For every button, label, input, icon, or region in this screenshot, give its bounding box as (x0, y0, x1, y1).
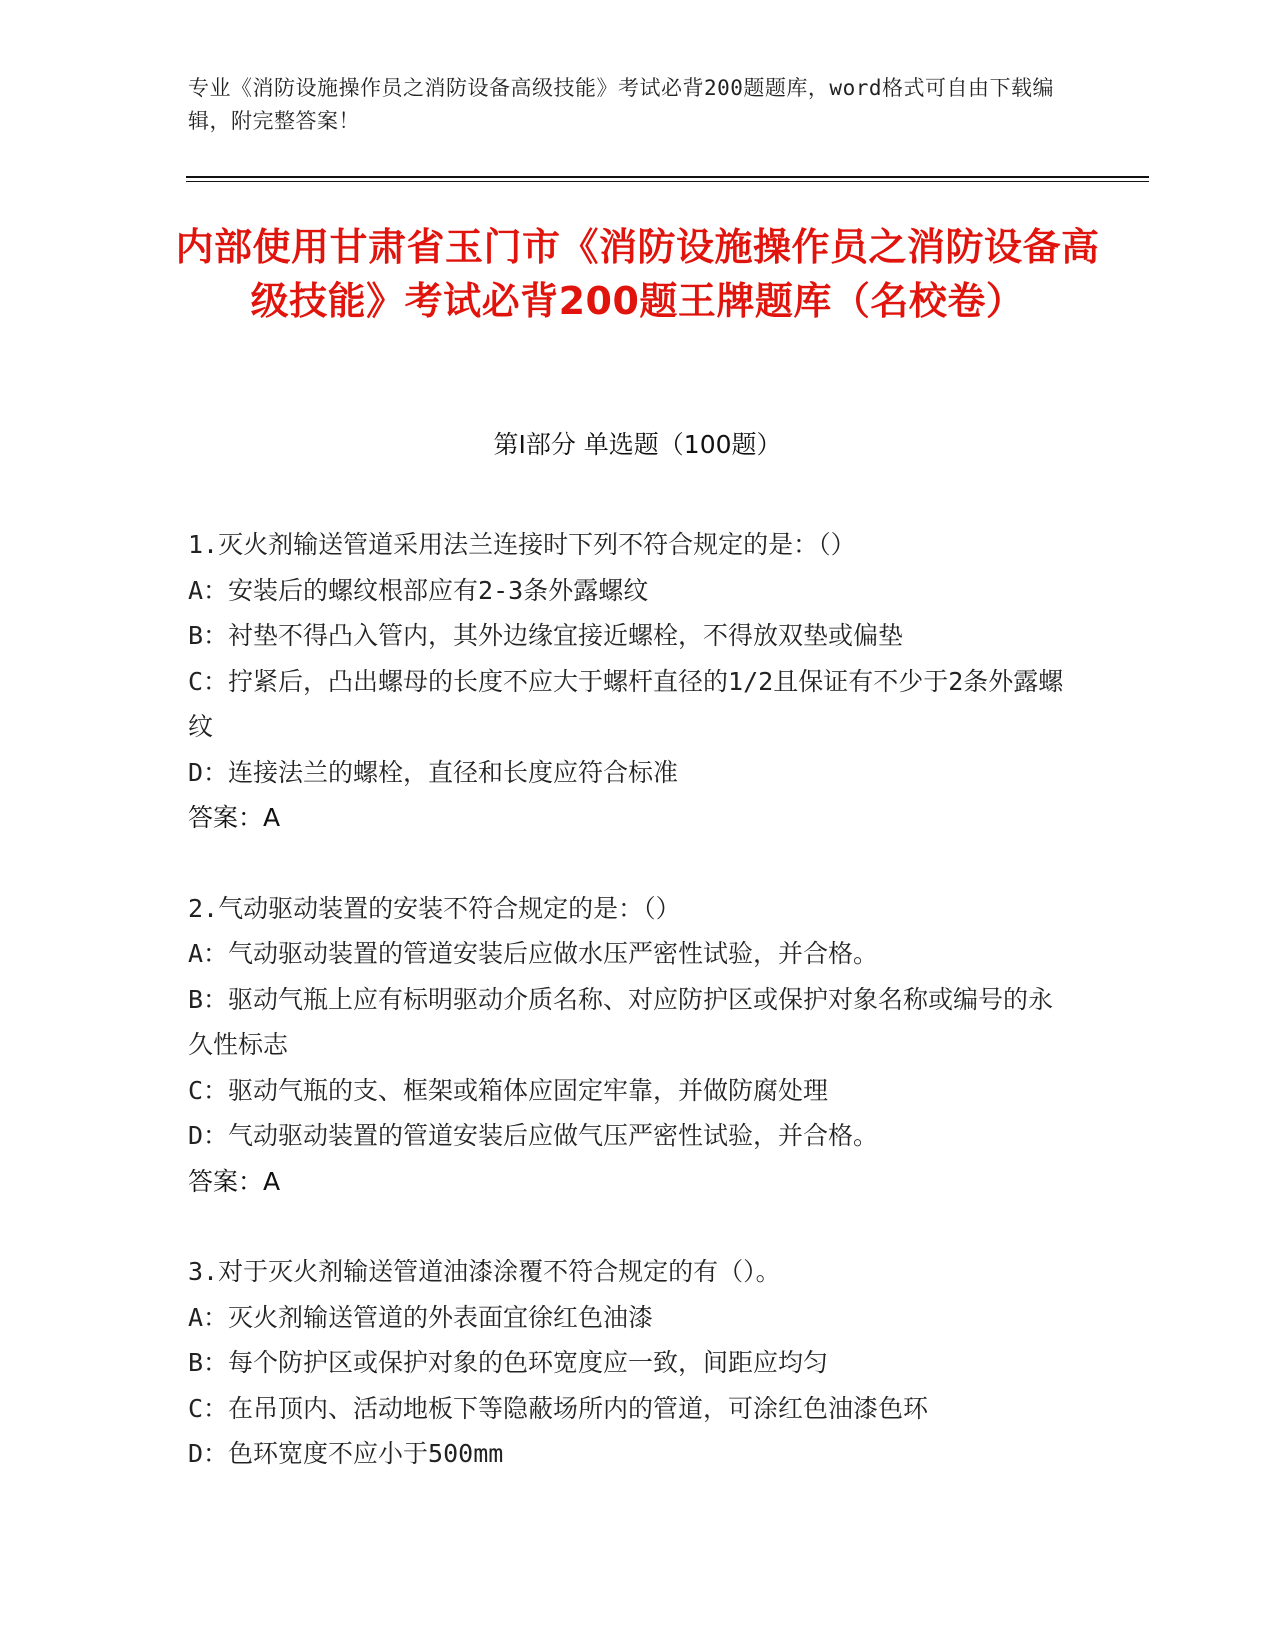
option-b: B：驱动气瓶上应有标明驱动介质名称、对应防护区或保护对象名称或编号的永久性标志 (188, 984, 1054, 1059)
option-b: B：衬垫不得凸入管内，其外边缘宜接近螺栓，不得放双垫或偏垫 (188, 621, 904, 650)
question-1 (188, 522, 1068, 841)
option-a: A：灭火剂输送管道的外表面宜徐红色油漆 (188, 1302, 654, 1332)
option-c: C：驱动气瓶的支、框架或箱体应固定牢靠，并做防腐处理 (188, 1075, 829, 1105)
header-rule-thick (186, 176, 1149, 178)
answer-label: 答案： (188, 803, 264, 832)
option-d: D：气动驱动装置的管道安装后应做气压严密性试验，并合格。 (188, 1121, 879, 1150)
question-text: 3.对于灭火剂输送管道油漆涂覆不符合规定的有（）。 (188, 1257, 781, 1286)
answer-value: A (263, 803, 281, 832)
option-d: D：色环宽度不应小于500mm (188, 1439, 504, 1468)
option-c: C：在吊顶内、活动地板下等隐蔽场所内的管道，可涂红色油漆色环 (188, 1393, 929, 1423)
answer-value: A (263, 1166, 281, 1196)
option-c: C：拧紧后，凸出螺母的长度不应大于螺杆直径的1/2且保证有不少于2条外露螺纹 (188, 666, 1064, 741)
option-d: D：连接法兰的螺栓，直径和长度应符合标准 (188, 757, 679, 787)
header-rule-thin (186, 181, 1149, 182)
answer-line (188, 1159, 1068, 1205)
option-a: A：安装后的螺纹根部应有2-3条外露螺纹 (188, 575, 649, 605)
question-text: 2.气动驱动装置的安装不符合规定的是：（） (188, 893, 681, 923)
answer-label: 答案： (188, 1166, 264, 1196)
question-list (188, 522, 1068, 1522)
option-a: A：气动驱动装置的管道安装后应做水压严密性试验，并合格。 (188, 939, 879, 968)
option-b: B：每个防护区或保护对象的色环宽度应一致，间距应均匀 (188, 1348, 829, 1377)
question-3 (188, 1249, 1068, 1477)
header-note: 专业《消防设施操作员之消防设备高级技能》考试必背200题题库，word格式可自由下载编辑，附完整答案！ (188, 76, 1054, 133)
document-title: 内部使用甘肃省玉门市《消防设施操作员之消防设备高级技能》考试必背200题王牌题库（名校卷） (175, 225, 1100, 323)
question-2 (188, 886, 1068, 1205)
question-text: 1.灭火剂输送管道采用法兰连接时下列不符合规定的是：（） (188, 530, 856, 559)
answer-line (188, 795, 1068, 841)
section-title: 第I部分 单选题（100题） (493, 430, 782, 459)
